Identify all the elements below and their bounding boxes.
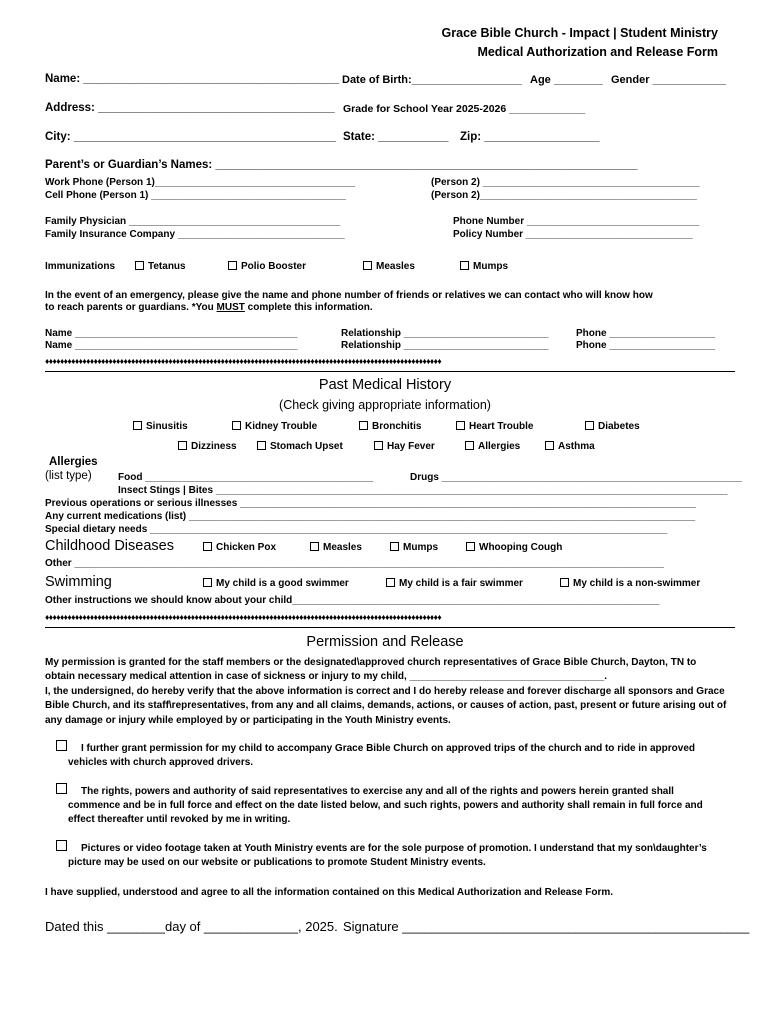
policy-number-field[interactable]: Policy Number ______________________________ bbox=[453, 229, 693, 240]
other-disease-field[interactable]: Other __________________________________________________________________________________________________________ bbox=[45, 558, 664, 569]
phone-number-field[interactable]: Phone Number _______________________________ bbox=[453, 216, 700, 227]
swim-non-swimmer[interactable]: My child is a non-swimmer bbox=[560, 578, 700, 589]
emergency-relationship-2[interactable]: Relationship __________________________ bbox=[341, 340, 549, 351]
history-dizziness[interactable]: Dizziness bbox=[178, 441, 237, 452]
consent-rights[interactable] bbox=[56, 783, 71, 796]
emergency-text-1: In the event of an emergency, please give the name and phone number of friends or relatives we can contact who will know how bbox=[45, 290, 653, 301]
form-org-title: Grace Bible Church - Impact | Student Ministry bbox=[441, 26, 718, 40]
childhood-mumps[interactable]: Mumps bbox=[390, 542, 438, 553]
dated-field[interactable]: Dated this ________day of _____________, 2025. bbox=[45, 919, 338, 934]
divider-rule bbox=[45, 371, 735, 372]
current-medications-field[interactable]: Any current medications (list) ___________________________________________________________________________________________ bbox=[45, 511, 696, 522]
consent-pictures[interactable] bbox=[56, 840, 71, 853]
gender-field[interactable]: Gender ____________ bbox=[611, 74, 726, 86]
history-heart[interactable]: Heart Trouble bbox=[456, 421, 533, 432]
emergency-text-2: to reach parents or guardians. *You MUST complete this information. bbox=[45, 302, 373, 313]
immunization-polio[interactable]: Polio Booster bbox=[228, 261, 306, 272]
permission-p1b: obtain necessary medical attention in case of sickness or injury to my child, ___________________________________. bbox=[45, 671, 607, 682]
swimming-label: Swimming bbox=[45, 574, 112, 590]
checkbox-icon[interactable] bbox=[466, 542, 475, 551]
other-instructions-field[interactable]: Other instructions we should know about your child__________________________________________________________________ bbox=[45, 595, 660, 606]
swim-fair[interactable]: My child is a fair swimmer bbox=[386, 578, 523, 589]
checkbox-icon[interactable] bbox=[363, 261, 372, 270]
history-stomach[interactable]: Stomach Upset bbox=[257, 441, 343, 452]
consent-pictures-line-1: Pictures or video footage taken at Youth Ministry events are for the sole purpose of promotion. I understand that my son\daughter’s bbox=[81, 843, 707, 854]
childhood-measles[interactable]: Measles bbox=[310, 542, 362, 553]
work-phone-field[interactable]: Work Phone (Person 1)____________________________________ bbox=[45, 177, 356, 188]
history-sinusitis[interactable]: Sinusitis bbox=[133, 421, 188, 432]
checkbox-icon[interactable] bbox=[585, 421, 594, 430]
checkbox-icon[interactable] bbox=[456, 421, 465, 430]
list-type-label: (list type) bbox=[45, 470, 92, 482]
emergency-phone-2[interactable]: Phone ___________________ bbox=[576, 340, 716, 351]
emergency-name-1[interactable]: Name ________________________________________ bbox=[45, 328, 298, 339]
signature-field[interactable]: Signature ________________________________________________ bbox=[343, 919, 750, 934]
immunization-mumps[interactable]: Mumps bbox=[460, 261, 508, 272]
permission-title: Permission and Release bbox=[306, 634, 464, 650]
checkbox-icon[interactable] bbox=[203, 542, 212, 551]
history-bronchitis[interactable]: Bronchitis bbox=[359, 421, 421, 432]
checkbox-icon[interactable] bbox=[390, 542, 399, 551]
form-title: Medical Authorization and Release Form bbox=[477, 45, 718, 59]
childhood-diseases-label: Childhood Diseases bbox=[45, 538, 174, 554]
checkbox-icon[interactable] bbox=[560, 578, 569, 587]
checkbox-icon[interactable] bbox=[203, 578, 212, 587]
work-phone-2-field[interactable]: (Person 2) _______________________________________ bbox=[431, 177, 700, 188]
insect-field[interactable]: Insect Stings | Bites ____________________________________________________________________________________________ bbox=[118, 485, 728, 496]
checkbox-icon[interactable] bbox=[228, 261, 237, 270]
consent-trips-line-2: vehicles with church approved drivers. bbox=[68, 757, 254, 768]
consent-rights-line-3: effect thereafter until revoked by me in writing. bbox=[68, 814, 291, 825]
consent-trips[interactable] bbox=[56, 740, 71, 753]
city-field[interactable]: City: _________________________________________ bbox=[45, 131, 336, 143]
drug-allergy-field[interactable]: Drugs ______________________________________________________ bbox=[410, 472, 742, 483]
food-allergy-field[interactable]: Food _________________________________________ bbox=[118, 472, 374, 483]
emergency-relationship-1[interactable]: Relationship __________________________ bbox=[341, 328, 549, 339]
state-field[interactable]: State: ___________ bbox=[343, 131, 449, 143]
history-title: Past Medical History bbox=[318, 377, 452, 393]
checkbox-icon[interactable] bbox=[178, 441, 187, 450]
name-field[interactable]: Name: ________________________________________ bbox=[45, 73, 340, 85]
history-subtitle: (Check giving appropriate information) bbox=[279, 398, 491, 412]
consent-pictures-line-2: picture may be used on our website or publications to promote Student Ministry events. bbox=[68, 857, 486, 868]
checkbox-icon[interactable] bbox=[545, 441, 554, 450]
checkbox-icon[interactable] bbox=[374, 441, 383, 450]
swim-good[interactable]: My child is a good swimmer bbox=[203, 578, 349, 589]
grade-field[interactable]: Grade for School Year 2025-2026 _____________ bbox=[343, 103, 586, 115]
agreement-statement: I have supplied, understood and agree to all the information contained on this Medical Authorization and Release Form. bbox=[45, 887, 614, 898]
history-asthma[interactable]: Asthma bbox=[545, 441, 595, 452]
cell-phone-2-field[interactable]: (Person 2)_______________________________________ bbox=[431, 190, 697, 201]
previous-operations-field[interactable]: Previous operations or serious illnesses __________________________________________________________________________________ bbox=[45, 498, 697, 509]
history-hayfever[interactable]: Hay Fever bbox=[374, 441, 435, 452]
divider-rule bbox=[45, 627, 735, 628]
checkbox-icon[interactable] bbox=[310, 542, 319, 551]
diamond-divider: ♦♦♦♦♦♦♦♦♦♦♦♦♦♦♦♦♦♦♦♦♦♦♦♦♦♦♦♦♦♦♦♦♦♦♦♦♦♦♦♦♦♦♦♦♦♦♦♦♦♦♦♦♦♦♦♦♦♦♦♦♦♦♦♦♦♦♦♦♦♦♦♦♦♦♦♦♦♦♦♦♦♦♦♦♦♦♦♦♦♦♦♦♦♦♦♦♦♦♦♦♦♦♦♦♦♦ bbox=[45, 612, 442, 622]
address-field[interactable]: Address: _____________________________________ bbox=[45, 102, 335, 114]
history-diabetes[interactable]: Diabetes bbox=[585, 421, 640, 432]
checkbox-icon[interactable] bbox=[465, 441, 474, 450]
diamond-divider: ♦♦♦♦♦♦♦♦♦♦♦♦♦♦♦♦♦♦♦♦♦♦♦♦♦♦♦♦♦♦♦♦♦♦♦♦♦♦♦♦♦♦♦♦♦♦♦♦♦♦♦♦♦♦♦♦♦♦♦♦♦♦♦♦♦♦♦♦♦♦♦♦♦♦♦♦♦♦♦♦♦♦♦♦♦♦♦♦♦♦♦♦♦♦♦♦♦♦♦♦♦♦♦♦♦♦ bbox=[45, 356, 442, 366]
consent-rights-line-2: commence and be in full force and effect on the date listed below, and such rights, powers and authority shall remain in full force and bbox=[68, 800, 703, 811]
history-kidney[interactable]: Kidney Trouble bbox=[232, 421, 317, 432]
physician-field[interactable]: Family Physician ______________________________________ bbox=[45, 216, 341, 227]
immunizations-label: Immunizations bbox=[45, 261, 116, 272]
checkbox-icon[interactable] bbox=[359, 421, 368, 430]
checkbox-icon[interactable] bbox=[133, 421, 142, 430]
consent-rights-line-1: The rights, powers and authority of said representatives to exercise any and all of the rights and powers herein granted shall bbox=[81, 786, 674, 797]
checkbox-icon[interactable] bbox=[460, 261, 469, 270]
emergency-name-2[interactable]: Name ________________________________________ bbox=[45, 340, 298, 351]
immunization-measles[interactable]: Measles bbox=[363, 261, 415, 272]
allergies-label: Allergies bbox=[49, 456, 98, 468]
childhood-whooping-cough[interactable]: Whooping Cough bbox=[466, 542, 562, 553]
cell-phone-field[interactable]: Cell Phone (Person 1) ___________________________________ bbox=[45, 190, 346, 201]
checkbox-icon[interactable] bbox=[257, 441, 266, 450]
insurance-field[interactable]: Family Insurance Company ______________________________ bbox=[45, 229, 345, 240]
zip-field[interactable]: Zip: __________________ bbox=[460, 131, 600, 143]
parents-field[interactable]: Parent’s or Guardian’s Names: __________________________________________________________________ bbox=[45, 159, 638, 171]
age-field[interactable]: Age ________ bbox=[530, 74, 603, 86]
dob-field[interactable]: Date of Birth:__________________ bbox=[342, 74, 522, 86]
consent-trips-line-1: I further grant permission for my child to accompany Grace Bible Church on approved trips of the church and to ride in approved bbox=[81, 743, 695, 754]
checkbox-icon[interactable] bbox=[135, 261, 144, 270]
emergency-phone-1[interactable]: Phone ___________________ bbox=[576, 328, 716, 339]
permission-p2: I, the undersigned, do hereby verify that the above information is correct and I do hereby release and forever discharge all sponsors and Grace Bible Church, and its staff\representatives, from any and all claims, demands, actions, or causes of action, past, present or future arising out of any damage or injury while employed by or participating in the Youth Ministry events. bbox=[45, 686, 727, 726]
checkbox-icon[interactable] bbox=[56, 783, 67, 794]
history-allergies[interactable]: Allergies bbox=[465, 441, 520, 452]
immunization-tetanus[interactable]: Tetanus bbox=[135, 261, 186, 272]
checkbox-icon[interactable] bbox=[56, 840, 67, 851]
childhood-chicken-pox[interactable]: Chicken Pox bbox=[203, 542, 276, 553]
checkbox-icon[interactable] bbox=[386, 578, 395, 587]
checkbox-icon[interactable] bbox=[232, 421, 241, 430]
checkbox-icon[interactable] bbox=[56, 740, 67, 751]
dietary-needs-field[interactable]: Special dietary needs _____________________________________________________________________________________________ bbox=[45, 524, 668, 535]
permission-p1a: My permission is granted for the staff members or the designated\approved church representatives of Grace Bible Church, Dayton, TN to bbox=[45, 657, 697, 668]
